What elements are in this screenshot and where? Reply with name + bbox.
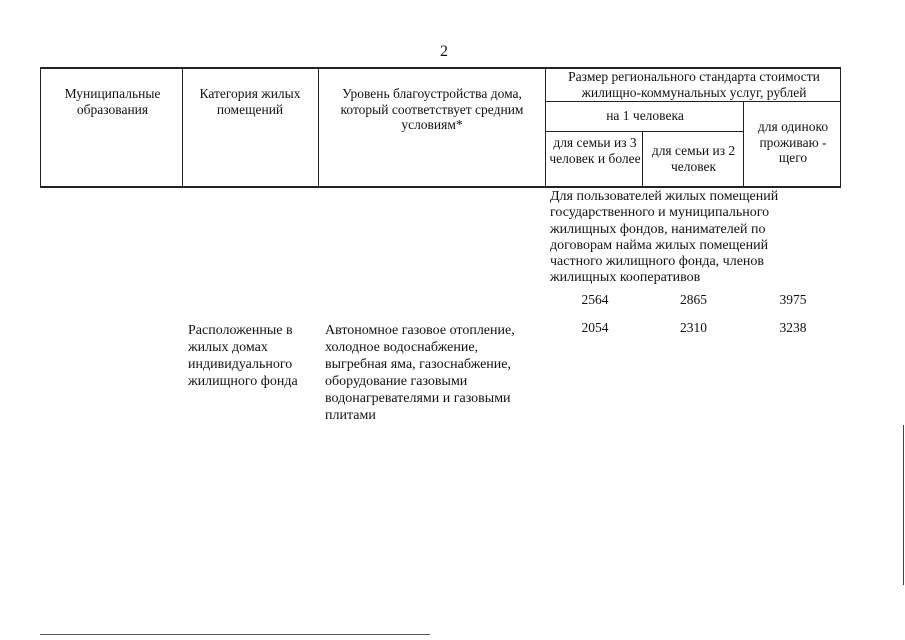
row-level: Автономное газовое отопление, холодное водоснабжение, выгребная яма, газоснабжение, оборудование газовыми водонагревателями и газовыми плитами bbox=[325, 323, 515, 423]
header-family3: для семьи из 3 человек и более bbox=[549, 135, 641, 166]
header-municipal: Муниципальные образования bbox=[64, 86, 161, 117]
header-per-person: на 1 человека bbox=[606, 108, 684, 123]
page-number: 2 bbox=[440, 43, 448, 60]
header-single: для одиноко проживаю - щего bbox=[757, 119, 829, 165]
value-single: 3238 bbox=[779, 320, 807, 335]
value-family2: 2865 bbox=[680, 292, 707, 307]
header-family2: для семьи из 2 человек bbox=[651, 143, 736, 174]
value-single: 3975 bbox=[779, 292, 807, 307]
header-size: Размер регионального стандарта стоимости жилищно-коммунальных услуг, рублей bbox=[568, 69, 820, 100]
section-title: Для пользователей жилых помещений государственного и муниципального жилищных фондов, нанимателей по договорам найма жилых помещений частного жилищного фонда, членов жилищных кооперативов bbox=[550, 189, 779, 286]
value-family3: 2564 bbox=[581, 292, 609, 307]
header-level: Уровень благоустройства дома, который соответствует средним условиям* bbox=[340, 86, 524, 132]
header-category: Категория жилых помещений bbox=[199, 86, 301, 117]
value-family3: 2054 bbox=[581, 320, 609, 335]
value-family2: 2310 bbox=[680, 320, 707, 335]
scan-edge-line bbox=[40, 634, 430, 635]
scan-edge-line bbox=[903, 425, 904, 585]
row-category: Расположенные в жилых домах индивидуального жилищного фонда bbox=[188, 323, 298, 389]
